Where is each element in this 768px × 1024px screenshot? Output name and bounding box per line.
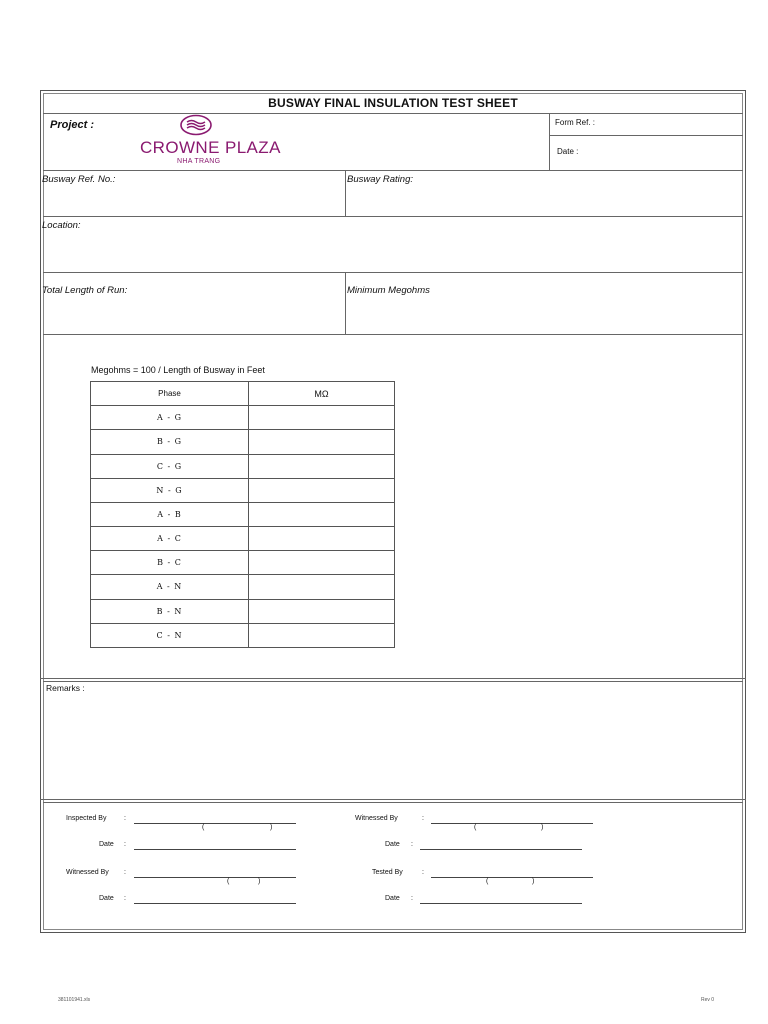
crowne-plaza-logo <box>137 114 281 170</box>
witnessed-by-label: Witnessed By <box>355 815 398 822</box>
table-row <box>91 454 395 478</box>
colon: : <box>422 815 424 822</box>
phase-cell: A - G <box>91 406 249 430</box>
megohm-header: MΩ <box>249 382 395 406</box>
colon: : <box>124 895 126 902</box>
table-row <box>91 406 395 430</box>
tested-by-label: Tested By <box>372 869 403 876</box>
table-row <box>91 575 395 599</box>
date-line[interactable] <box>420 903 582 904</box>
footer-revision: Rev 0 <box>701 997 715 1003</box>
table-header-row <box>91 382 395 406</box>
location-label: Location: <box>42 220 81 231</box>
project-label: Project : <box>50 119 95 131</box>
date-line[interactable] <box>134 849 296 850</box>
min-megohms-label: Minimum Megohms <box>347 285 430 296</box>
value-cell[interactable] <box>249 623 395 647</box>
phase-cell: C - N <box>91 623 249 647</box>
total-length-label: Total Length of Run: <box>42 285 128 296</box>
colon: : <box>124 815 126 822</box>
table-row <box>91 502 395 526</box>
divider <box>345 170 346 216</box>
divider <box>43 170 743 171</box>
phase-cell: A - N <box>91 575 249 599</box>
value-cell[interactable] <box>249 551 395 575</box>
divider <box>40 799 746 800</box>
divider <box>43 681 743 682</box>
divider <box>43 216 743 217</box>
table-row <box>91 430 395 454</box>
date-line[interactable] <box>134 903 296 904</box>
divider <box>43 272 743 273</box>
divider <box>43 334 743 335</box>
logo-sub: NHA TRANG <box>177 158 221 165</box>
inspected-by-label: Inspected By <box>66 815 107 822</box>
colon: : <box>411 895 413 902</box>
remarks-label: Remarks : <box>46 683 85 693</box>
date-label: Date <box>385 841 400 848</box>
paren-open: ( <box>474 824 477 831</box>
divider <box>43 802 743 803</box>
date-line[interactable] <box>420 849 582 850</box>
phase-cell: A - C <box>91 527 249 551</box>
witnessed-by-line[interactable] <box>431 823 593 824</box>
paren-close: ) <box>258 878 261 885</box>
value-cell[interactable] <box>249 599 395 623</box>
logo-emblem-icon <box>179 114 213 136</box>
phase-cell: C - G <box>91 454 249 478</box>
phase-header: Phase <box>91 382 249 406</box>
phase-cell: A - B <box>91 502 249 526</box>
witnessed-by-label: Witnessed By <box>66 869 109 876</box>
table-row <box>91 527 395 551</box>
value-cell[interactable] <box>249 478 395 502</box>
logo-brand: CROWNE PLAZA <box>140 138 281 157</box>
value-cell[interactable] <box>249 575 395 599</box>
paren-open: ( <box>202 824 205 831</box>
phase-table <box>90 381 395 648</box>
value-cell[interactable] <box>249 430 395 454</box>
colon: : <box>124 841 126 848</box>
table-row <box>91 599 395 623</box>
phase-cell: N - G <box>91 478 249 502</box>
date-label: Date <box>385 895 400 902</box>
value-cell[interactable] <box>249 527 395 551</box>
value-cell[interactable] <box>249 406 395 430</box>
table-row <box>91 551 395 575</box>
date-label: Date : <box>557 147 579 156</box>
tested-by-line[interactable] <box>431 877 593 878</box>
value-cell[interactable] <box>249 502 395 526</box>
paren-close: ) <box>270 824 273 831</box>
date-label: Date <box>99 895 114 902</box>
paren-open: ( <box>227 878 230 885</box>
date-label: Date <box>99 841 114 848</box>
sheet-title: BUSWAY FINAL INSULATION TEST SHEET <box>268 96 518 110</box>
paren-open: ( <box>486 878 489 885</box>
paren-close: ) <box>532 878 535 885</box>
colon: : <box>411 841 413 848</box>
phase-cell: B - C <box>91 551 249 575</box>
table-row <box>91 623 395 647</box>
colon: : <box>422 869 424 876</box>
divider <box>549 135 743 136</box>
phase-cell: B - G <box>91 430 249 454</box>
divider <box>345 272 346 334</box>
busway-ref-label: Busway Ref. No.: <box>42 174 116 185</box>
colon: : <box>124 869 126 876</box>
phase-cell: B - N <box>91 599 249 623</box>
table-row <box>91 478 395 502</box>
form-ref-label: Form Ref. : <box>555 118 596 127</box>
divider <box>549 113 550 170</box>
value-cell[interactable] <box>249 454 395 478</box>
paren-close: ) <box>541 824 544 831</box>
megohms-formula: Megohms = 100 / Length of Busway in Feet <box>91 365 265 375</box>
divider <box>40 678 746 679</box>
busway-rating-label: Busway Rating: <box>347 174 414 185</box>
footer-filename: 381101941.xls <box>58 997 91 1003</box>
witnessed-by-line[interactable] <box>134 877 296 878</box>
